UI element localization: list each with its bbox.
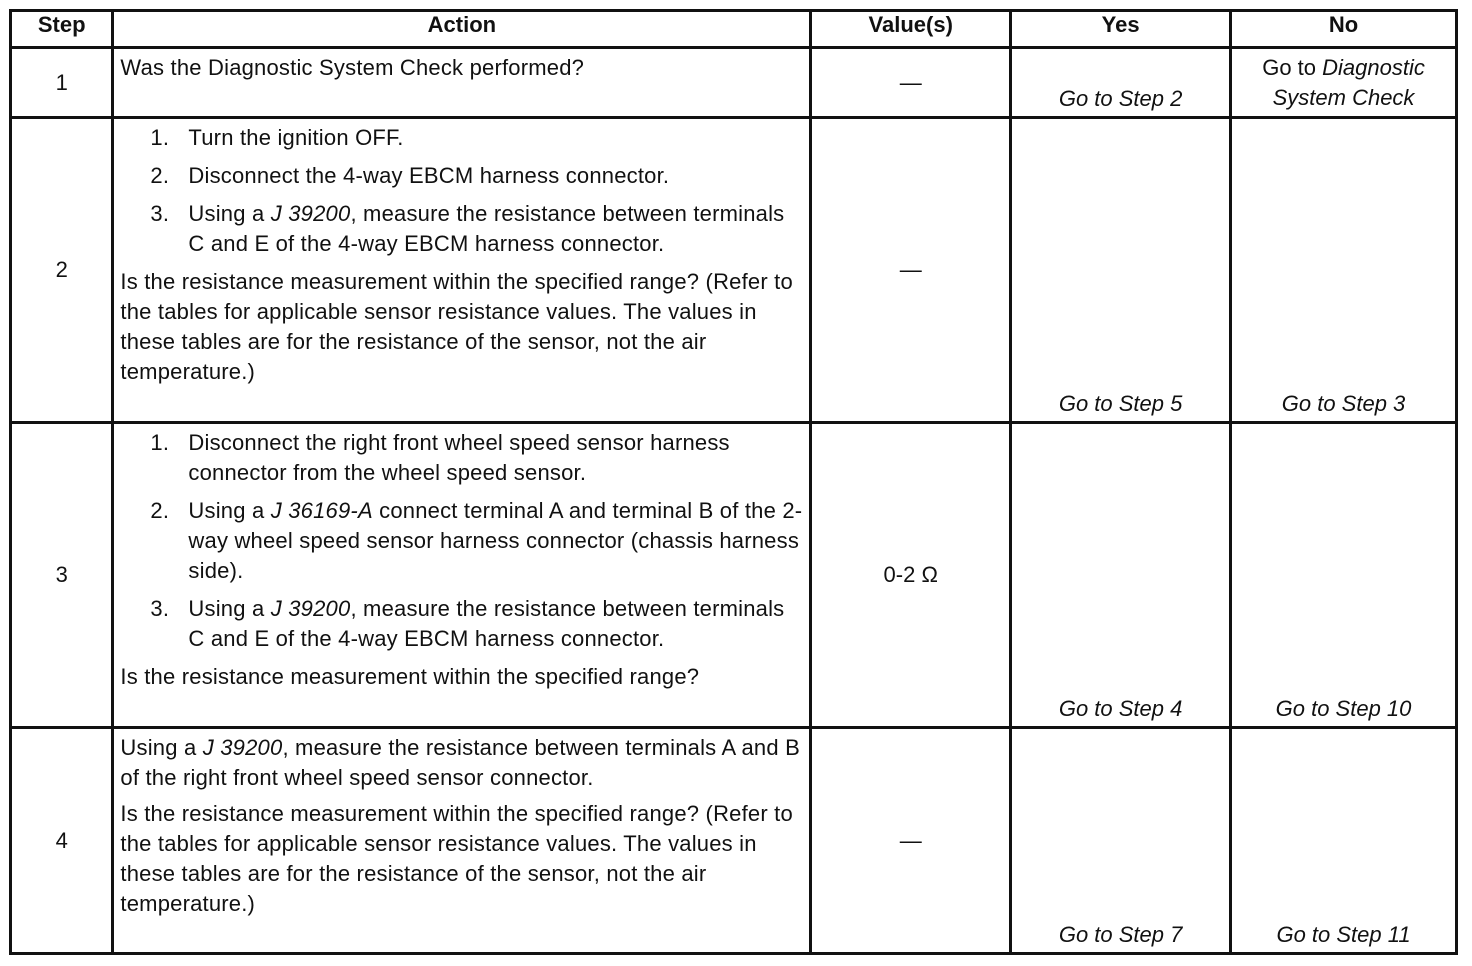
action-step-item: 3. Using a J 39200, measure the resistance between terminals C and E of the 4-way EBCM harness connector. bbox=[150, 201, 785, 256]
action-question: Is the resistance measurement within the specified range? (Refer to the tables for applicable sensor resistance values. The values in these tables are for the resistance of the sensor, not the air temperature.) bbox=[120, 801, 793, 916]
no-result: Go to Step 11 bbox=[1276, 922, 1411, 947]
no-result: Go to Step 10 bbox=[1275, 696, 1412, 721]
step-number: 3 bbox=[11, 423, 113, 728]
action-steps bbox=[120, 428, 803, 654]
action-question: Is the resistance measurement within the specified range? bbox=[120, 664, 700, 689]
yes-result: Go to Step 4 bbox=[1058, 696, 1183, 721]
no-result-prefix: Go to bbox=[1262, 55, 1323, 80]
no-cell bbox=[1231, 423, 1457, 728]
action-cell bbox=[113, 423, 811, 728]
action-step-item: 2. Disconnect the 4-way EBCM harness connector. bbox=[150, 163, 670, 188]
action-step-item: 2. Using a J 36169-A connect terminal A and terminal B of the 2-way wheel speed sensor harness connector (chassis harness side). bbox=[150, 498, 803, 583]
tool-name: J 39200 bbox=[270, 201, 351, 226]
action-step-item: 1. Disconnect the right front wheel speed sensor harness connector from the wheel speed sensor. bbox=[150, 430, 730, 485]
table-row bbox=[11, 118, 1457, 423]
no-result: Go to Step 3 bbox=[1281, 391, 1406, 416]
no-cell bbox=[1231, 118, 1457, 423]
header-row bbox=[11, 11, 1457, 48]
no-result bbox=[1232, 49, 1455, 113]
yes-cell bbox=[1011, 728, 1231, 954]
action-question: Was the Diagnostic System Check performed? bbox=[120, 55, 585, 80]
yes-cell bbox=[1011, 48, 1231, 118]
no-cell bbox=[1231, 728, 1457, 954]
action-step-item: 3. Using a J 39200, measure the resistance between terminals C and E of the 4-way EBCM harness connector. bbox=[150, 596, 785, 651]
no-result-link: Diagnostic System Check bbox=[1272, 55, 1425, 110]
value-cell: 0-2 Ω bbox=[811, 423, 1011, 728]
step-number: 4 bbox=[11, 728, 113, 954]
tool-name: J 39200 bbox=[202, 735, 283, 760]
no-cell bbox=[1231, 48, 1457, 118]
header-no: No bbox=[1231, 11, 1457, 48]
yes-cell bbox=[1011, 423, 1231, 728]
table-row bbox=[11, 423, 1457, 728]
header-values: Value(s) bbox=[811, 11, 1011, 48]
step-number: 1 bbox=[11, 48, 113, 118]
yes-cell bbox=[1011, 118, 1231, 423]
action-cell bbox=[113, 48, 811, 118]
header-action: Action bbox=[113, 11, 811, 48]
action-cell bbox=[113, 728, 811, 954]
action-instruction: Using a J 39200, measure the resistance between terminals A and B of the right front wheel speed sensor connector. bbox=[120, 735, 800, 790]
action-step-item: 1. Turn the ignition OFF. bbox=[150, 125, 404, 150]
value-cell: — bbox=[811, 728, 1011, 954]
yes-result: Go to Step 2 bbox=[1058, 86, 1183, 111]
table-row bbox=[11, 728, 1457, 954]
yes-result: Go to Step 5 bbox=[1058, 391, 1183, 416]
value-cell: — bbox=[811, 118, 1011, 423]
diagnostic-table bbox=[9, 9, 1458, 955]
value-cell: — bbox=[811, 48, 1011, 118]
tool-name: J 36169-A bbox=[270, 498, 373, 523]
action-steps bbox=[120, 123, 803, 259]
action-question: Is the resistance measurement within the specified range? (Refer to the tables for applicable sensor resistance values. The values in these tables are for the resistance of the sensor, not the air temperature.) bbox=[120, 269, 793, 384]
yes-result: Go to Step 7 bbox=[1058, 922, 1183, 947]
step-number: 2 bbox=[11, 118, 113, 423]
tool-name: J 39200 bbox=[270, 596, 351, 621]
header-step: Step bbox=[11, 11, 113, 48]
action-cell bbox=[113, 118, 811, 423]
header-yes: Yes bbox=[1011, 11, 1231, 48]
table-row bbox=[11, 48, 1457, 118]
